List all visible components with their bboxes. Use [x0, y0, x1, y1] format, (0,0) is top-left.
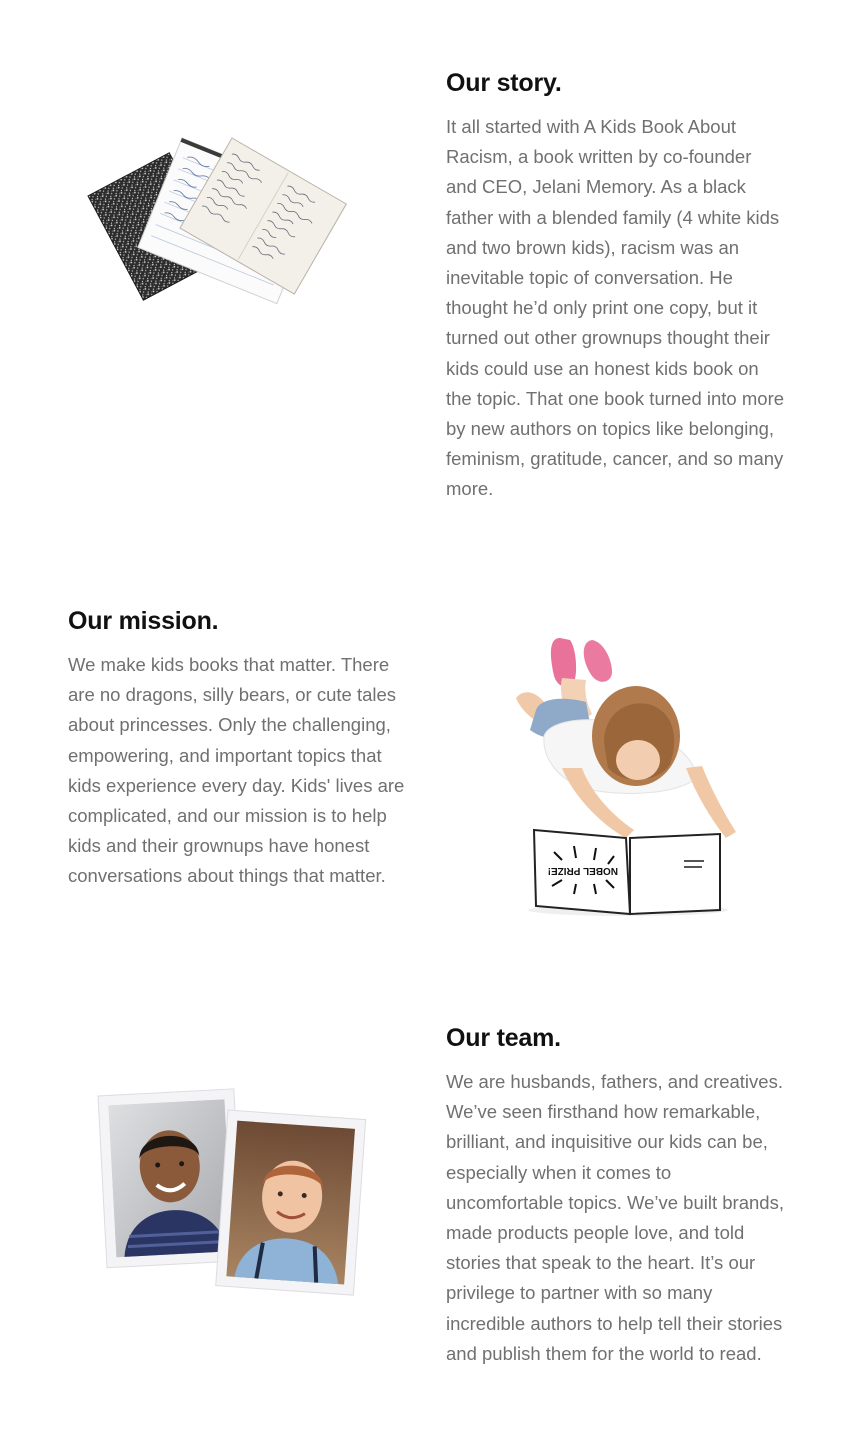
team-body: We are husbands, fathers, and creatives. We’ve seen firsthand how remarkable, brilliant, and inquisitive our kids can be, especially when it comes to uncomfortable topics. We’ve built brands, made products people love, and told stories that speak to the heart. It’s our privilege to partner with so many incredible authors to help tell their stories and publish them for the world to read. — [446, 1071, 784, 1364]
school-photo-right — [216, 1110, 366, 1295]
story-title: Our story. — [446, 69, 562, 97]
book-page-text: NOBEL PRIZE! — [547, 865, 618, 876]
story-body: It all started with A Kids Book About Racism, a book written by co-founder and CEO, Jelani Memory. As a black father with a blended family (4 white kids and two brown kids), racism was an inevitable topic of conversation. He thought he’d only print one copy, but it turned out other grownups thought their kids could use an honest kids book on the topic. That one book turned into more by new authors on topics like belonging, feminism, gratitude, cancer, and so many more. — [446, 116, 785, 500]
team-title: Our team. — [446, 1024, 561, 1052]
team-photos-image — [94, 1086, 374, 1298]
mission-body: We make kids books that matter. There are no dragons, silly bears, or cute tales about princesses. Only the challenging, empowering, and important topics that kids experience every day. Kids' lives are complicated, and our mission is to help kids and their grownups have honest conversations about things that matter. — [68, 654, 405, 887]
mission-title: Our mission. — [68, 607, 219, 635]
